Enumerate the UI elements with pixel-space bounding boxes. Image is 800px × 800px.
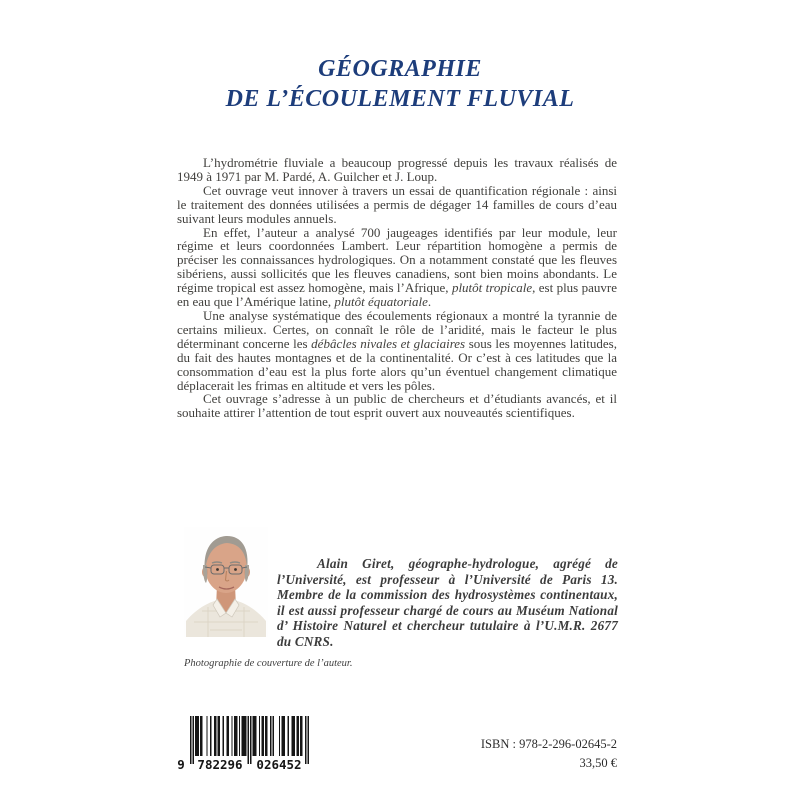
barcode bbox=[172, 714, 322, 772]
synopsis-text-block bbox=[177, 156, 617, 420]
isbn-text: ISBN : 978-2-296-02645-2 bbox=[480, 737, 617, 751]
synopsis-paragraph: Cet ouvrage veut innover à travers un essai de quantification régionale : ainsi le traitement des données utilisées a permis de dégager 14 familles de cours d’eau suivant leurs modules annuels. bbox=[177, 182, 617, 226]
book-title bbox=[0, 54, 800, 114]
barcode-digits-right: 026452 bbox=[256, 757, 302, 772]
book-title-line2: DE L’ÉCOULEMENT FLUVIAL bbox=[225, 86, 575, 112]
synopsis-paragraph: L’hydrométrie fluviale a beaucoup progressé depuis les travaux réalisés de 1949 à 1971 par M. Pardé, A. Guilcher et J. Loup. bbox=[177, 155, 617, 184]
author-bio: Alain Giret, géographe-hydrologue, agrégé de l’Université, est professeur à l’Université de Paris 13. Membre de la commission des hydrosystèmes continentaux, il est aussi professeur chargé de cours au Muséum National d’ Histoire Naturel et chercheur tutulaire à l’U.M.R. 2677 du CNRS. bbox=[277, 556, 618, 649]
synopsis-paragraph: Une analyse systématique des écoulements régionaux a montré la tyrannie de certains milieux. Certes, on connaît le rôle de l’aridité, mais le facteur le plus déterminant concerne les débâcles nivales et glaciaires sous les moyennes latitudes, du fait des hautes montagnes et de la continentalité. Or c’est à ces latitudes que la consommation d’eau est la plus forte alors qu’un éventuel changement climatique déplacerait les frimas en altitude et vers les pôles. bbox=[177, 307, 617, 393]
barcode-digit-first: 9 bbox=[177, 757, 185, 772]
synopsis-paragraph: En effet, l’auteur a analysé 700 jaugeages identifiés par leur module, leur régime et leurs coordonnées Lambert. Leur répartition homogène a permis de préciser les connaissances hydrologiques. On a notamment constaté que les fleuves sibériens, aussi sollicités que les fleuves canadiens, sont bien moins abondants. Le régime tropical est assez homogène, mais l’Afrique, plutôt tropicale, est plus pauvre en eau que l’Amérique latine, plutôt équatoriale. bbox=[177, 224, 617, 310]
synopsis-paragraph: Cet ouvrage s’adresse à un public de chercheurs et d’étudiants avancés, et il souhaite attirer l’attention de tout esprit ouvert aux nouveautés scientifiques. bbox=[177, 391, 617, 421]
photo-caption: Photographie de couverture de l’auteur. bbox=[184, 658, 353, 669]
price-text: 33,50 € bbox=[579, 756, 617, 770]
isbn-price-block bbox=[481, 735, 617, 773]
author-photo bbox=[184, 527, 268, 637]
barcode-digits-left: 782296 bbox=[197, 757, 243, 772]
book-title-line1: GÉOGRAPHIE bbox=[318, 56, 482, 82]
